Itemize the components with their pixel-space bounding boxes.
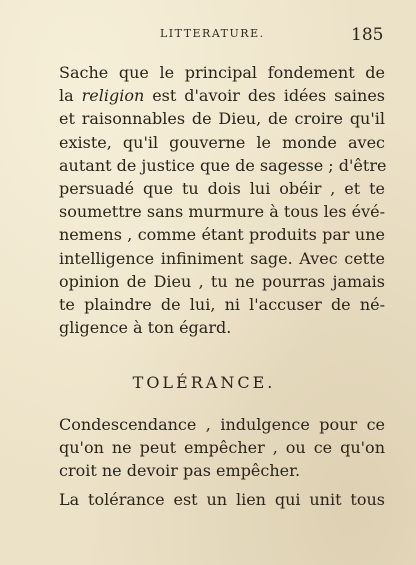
text-line: et raisonnables de Dieu, de croire qu'il [59, 109, 385, 129]
text-line: existe, qu'il gouverne le monde avec [59, 132, 385, 152]
text-line: persuadé que tu dois lui obéir , et te [59, 179, 385, 199]
paragraph-tolerance-definition [59, 413, 385, 483]
paragraph-tolerance-lien [59, 488, 385, 511]
heading-text: TOLÉRANCE. [132, 373, 276, 392]
text-line: La tolérance est un lien qui unit tous [59, 490, 385, 509]
text-line-with-italic [59, 84, 385, 107]
text-segment: la [59, 86, 82, 106]
page-number: 185 [351, 25, 384, 45]
text-line: te plaindre de lui, ni l'accuser de né- [59, 295, 385, 315]
text-line: soumettre sans murmure à tous les évé- [59, 202, 385, 222]
paragraph-principal-fondement [59, 61, 385, 339]
text-line: intelligence infiniment sage. Avec cette [59, 248, 385, 268]
italic-word: religion [81, 86, 145, 106]
text-line: autant de justice que de sagesse ; d'être [59, 155, 387, 175]
text-line: Condescendance , indulgence pour ce [59, 415, 385, 434]
running-title: LITTERATURE. [160, 27, 265, 40]
text-segment: est d'avoir des idées saines [144, 86, 385, 106]
section-heading-tolerance [0, 373, 416, 392]
text-line: Sache que le principal fondement de [59, 63, 385, 82]
text-line: croit ne devoir pas empêcher. [59, 461, 301, 481]
text-line: gligence à ton égard. [59, 318, 232, 338]
text-line: qu'on ne peut empêcher , ou ce qu'on [59, 438, 385, 458]
text-line: nemens , comme étant produits par une [59, 225, 385, 245]
text-line: opinion de Dieu , tu ne pourras jamais [59, 271, 385, 291]
